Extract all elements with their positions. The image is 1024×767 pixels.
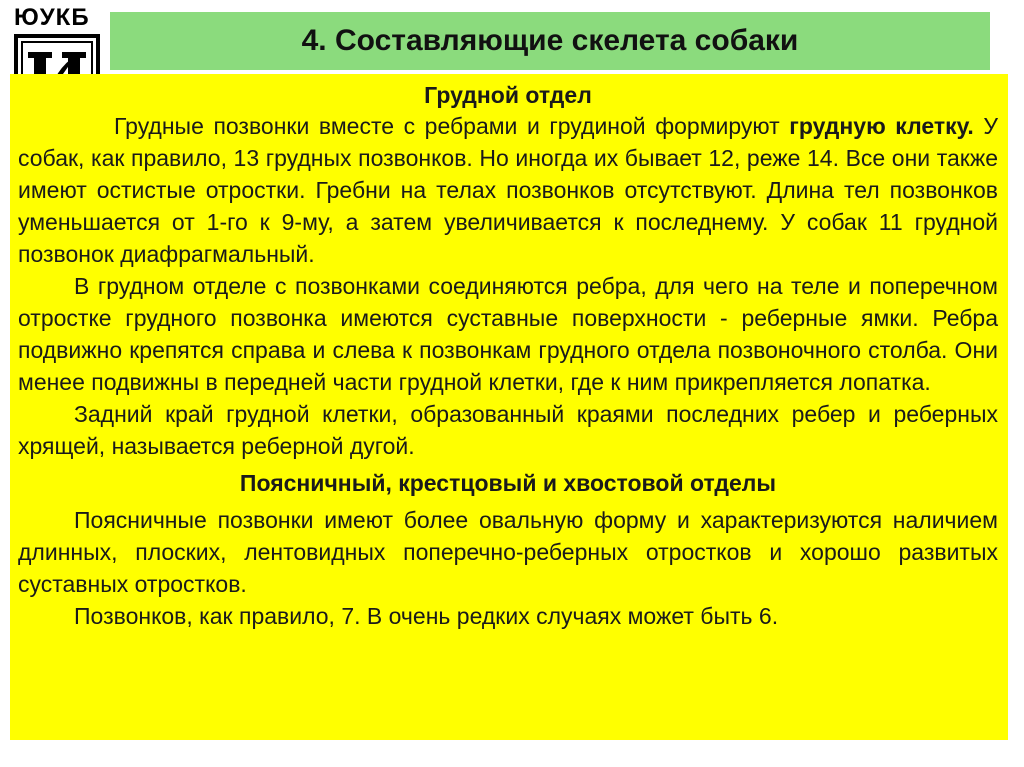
paragraph: В грудном отделе с позвонками соединяются ребра, для чего на теле и поперечном отростке грудного позвонка имеются суставные поверхности - реберные ямки. Ребра подвижно крепятся справа и слева к позвонкам грудного отдела позвоночного столба. Они менее подвижны в передней части грудной клетки, где к ним прикрепляется лопатка. (18, 273, 998, 395)
paragraph-lead-regular: Грудные позвонки вместе с ребрами и грудиной формируют (114, 113, 790, 139)
section-heading-thoracic: Грудной отдел (424, 82, 592, 108)
paragraph: Поясничные позвонки имеют более овальную форму и характеризуются наличием длинных, плоских, лентовидных поперечно-реберных отростков и хорошо развитых суставных отростков. (18, 507, 998, 597)
paragraph: Задний край грудной клетки, образованный краями последних ребер и реберных хрящей, называется реберной дугой. (18, 401, 998, 459)
paragraph-lead (114, 113, 974, 139)
section-heading-lumbar: Поясничный, крестцовый и хвостовой отделы (239, 470, 777, 496)
paragraph (18, 110, 998, 270)
logo-text: ЮУКБ (14, 4, 90, 31)
paragraph-text: У собак, как правило, 13 грудных позвонков. Но иногда их бывает 12, реже 14. Все они также имеют остистые отростки. Гребни на телах позвонков отсутствуют. Длина тел позвонков уменьшается от 1-го к 9-му, а затем увеличивается к последнему. У собак 11 грудной позвонок диафрагмальный. (18, 113, 998, 267)
paragraph-lead-bold: грудную клетку. (789, 113, 974, 139)
content-area (10, 74, 1008, 740)
paragraph: Позвонков, как правило, 7. В очень редких случаях может быть 6. (74, 603, 779, 629)
title-bar (110, 12, 990, 70)
page-title: 4. Составляющие скелета собаки (301, 24, 799, 57)
